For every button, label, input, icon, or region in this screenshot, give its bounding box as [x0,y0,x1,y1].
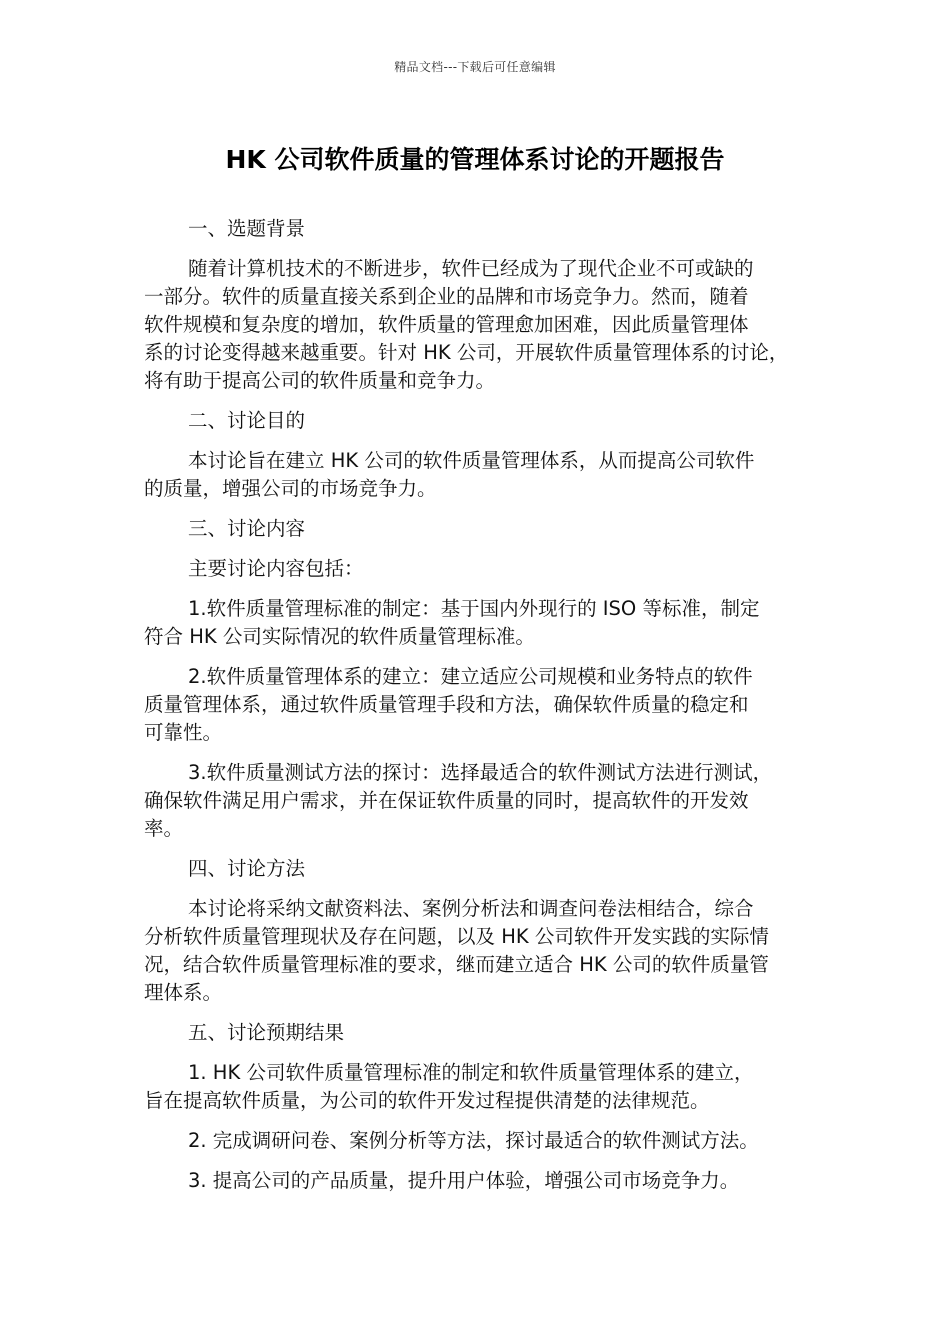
paragraph-result-2: 2. 完成调研问卷、案例分析等方法，探讨最适合的软件测试方法。 [188,1129,759,1152]
paragraph-result-1: 1. HK 公司软件质量管理标准的制定和软件质量管理体系的建立， 旨在提高软件质量，为公司的软件开发过程提供清楚的法律规范。 [144,1061,754,1112]
paragraph-background: 随着计算机技术的不断进步，软件已经成为了现代企业不可或缺的 一部分。软件的质量直接关系到企业的品牌和市场竞争力。然而，随着 软件规模和复杂度的增加，软件质量的管理愈加困难，因此质量管理体 系的讨论变得越来越重要。针对 HK 公司，开展软件质量管理体系的讨论， 将有助于提高公司的软件质量和竞争力。 [144,257,789,392]
section-heading-content: 三、讨论内容 [188,517,306,540]
section-heading-expected-results: 五、讨论预期结果 [188,1021,345,1044]
document-title: HK 公司软件质量的管理体系讨论的开题报告 [225,145,725,174]
section-heading-method: 四、讨论方法 [188,857,306,880]
section-heading-purpose: 二、讨论目的 [188,409,306,432]
paragraph-content-intro: 主要讨论内容包括： [188,557,364,580]
paragraph-purpose: 本讨论旨在建立 HK 公司的软件质量管理体系，从而提高公司软件 的质量，增强公司的市场竞争力。 [144,449,755,500]
paragraph-method: 本讨论将采纳文献资料法、案例分析法和调查问卷法相结合，综合 分析软件质量管理现状及存在问题，以及 HK 公司软件开发实践的实际情 况，结合软件质量管理标准的要求，继而建立适合 HK 公司的软件质量管 理体系。 [144,897,769,1004]
paragraph-content-item-3: 3.软件质量测试方法的探讨：选择最适合的软件测试方法进行测试， 确保软件满足用户需求，并在保证软件质量的同时，提高软件的开发效 率。 [144,761,773,840]
paragraph-content-item-2: 2.软件质量管理体系的建立：建立适应公司规模和业务特点的软件 质量管理体系，通过软件质量管理手段和方法，确保软件质量的稳定和 可靠性。 [144,665,753,744]
paragraph-result-3: 3. 提高公司的产品质量，提升用户体验，增强公司市场竞争力。 [188,1169,740,1192]
document-body [144,215,820,1207]
header-watermark: 精品文档---下载后可任意编辑 [394,60,556,74]
section-heading-background: 一、选题背景 [188,217,306,240]
paragraph-content-item-1: 1.软件质量管理标准的制定：基于国内外现行的 ISO 等标准，制定 符合 HK 公司实际情况的软件质量管理标准。 [144,597,760,648]
